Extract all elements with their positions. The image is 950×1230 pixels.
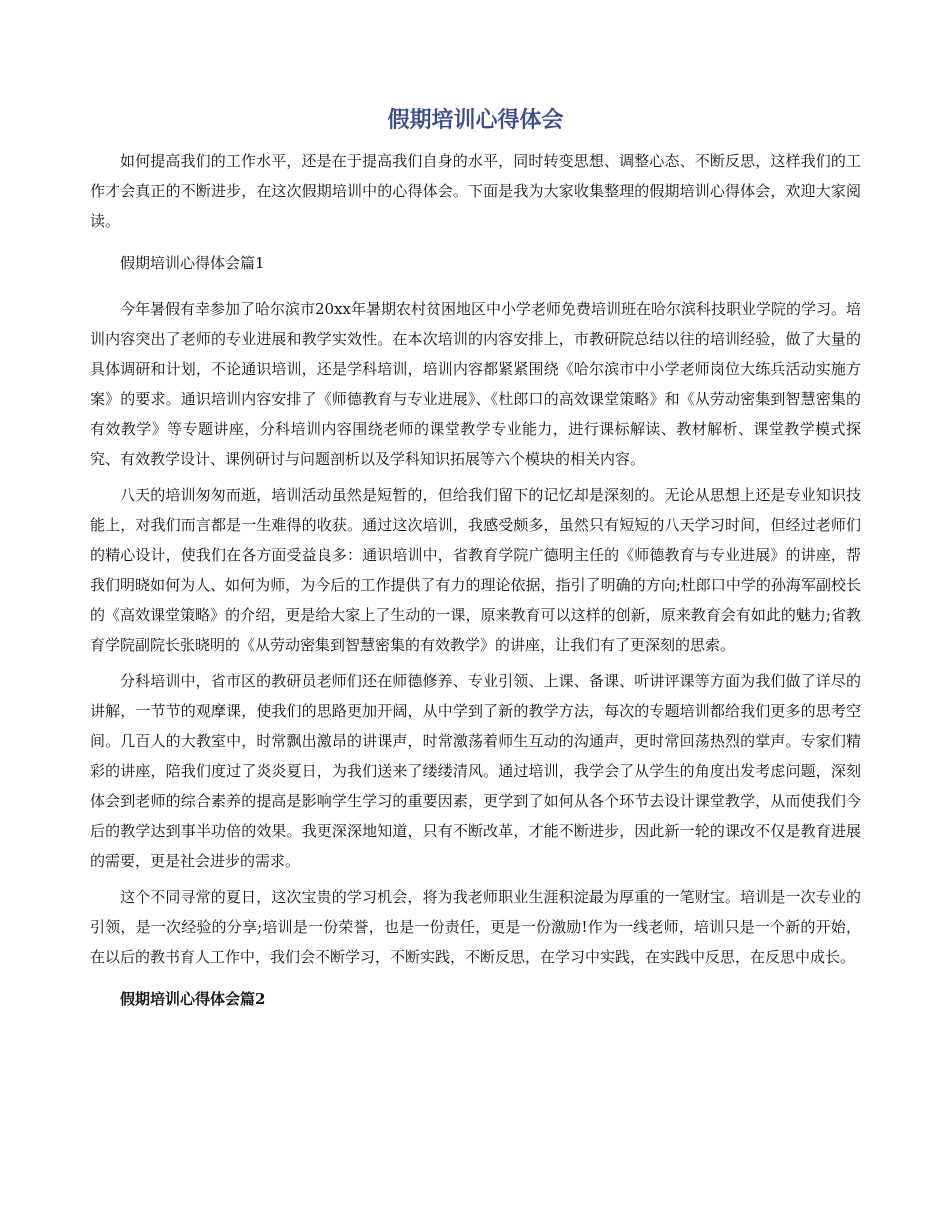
section-1-paragraph-3: 分科培训中，省市区的教研员老师们还在师德修养、专业引领、上课、备课、听讲评课等方面为我们做了详尽的讲解，一节节的观摩课，使我们的思路更加开阔，从中学到了新的教学方法，每次的专题培训都给我们更多的思考空间。几百人的大教室中，时常飘出激昂的讲课声，时常激荡着师生互动的沟通声，更时常回荡热烈的掌声。专家们精彩的讲座，陪我们度过了炎炎夏日，为我们送来了缕缕清风。通过培训，我学会了从学生的角度出发考虑问题，深刻体会到老师的综合素养的提高是影响学生学习的重要因素，更学到了如何从各个环节去设计课堂教学，从而使我们今后的教学达到事半功倍的效果。我更深深地知道，只有不断改革，才能不断进步，因此新一轮的课改不仅是教育进展的需要，更是社会进步的需求。	[90, 672, 861, 870]
document-title: 假期培训心得体会	[387, 107, 564, 133]
section-heading-1: 假期培训心得体会篇1	[120, 254, 265, 272]
section-1-paragraph-2: 八天的培训匆匆而逝，培训活动虽然是短暂的，但给我们留下的记忆却是深刻的。无论从思想上还是专业知识技能上，对我们而言都是一生难得的收获。通过这次培训，我感受颇多，虽然只有短短的八天学习时间，但经过老师们的精心设计，使我们在各方面受益良多：通识培训中，省教育学院广德明主任的《师德教育与专业进展》的讲座，帮我们明晓如何为人、如何为师，为今后的工作提供了有力的理论依据，指引了明确的方向;杜郎口中学的孙海军副校长的《高效课堂策略》的介绍，更是给大家上了生动的一课，原来教育可以这样的创新，原来教育会有如此的魅力;省教育学院副院长张晓明的《从劳动密集到智慧密集的有效教学》的讲座，让我们有了更深刻的思索。	[90, 486, 861, 654]
intro-paragraph: 如何提高我们的工作水平，还是在于提高我们自身的水平，同时转变思想、调整心态、不断反思，这样我们的工作才会真正的不断进步，在这次假期培训中的心得体会。下面是我为大家收集整理的假期培训心得体会，欢迎大家阅读。	[90, 152, 861, 230]
section-1-paragraph-1: 今年暑假有幸参加了哈尔滨市20xx年暑期农村贫困地区中小学老师免费培训班在哈尔滨科技职业学院的学习。培训内容突出了老师的专业进展和教学实效性。在本次培训的内容安排上，市教研院总结以往的培训经验，做了大量的具体调研和计划，不论通识培训，还是学科培训，培训内容都紧紧围绕《哈尔滨市中小学老师岗位大练兵活动实施方案》的要求。通识培训内容安排了《师德教育与专业进展》、《杜郎口的高效课堂策略》和《从劳动密集到智慧密集的有效教学》等专题讲座，分科培训内容围绕老师的课堂教学专业能力，进行课标解读、教材解析、课堂教学模式探究、有效教学设计、课例研讨与问题剖析以及学科知识拓展等六个模块的相关内容。	[90, 300, 862, 468]
section-heading-2: 假期培训心得体会篇2	[120, 990, 266, 1008]
section-1-paragraph-4: 这个不同寻常的夏日，这次宝贵的学习机会，将为我老师职业生涯积淀最为厚重的一笔财宝。培训是一次专业的引领，是一次经验的分享;培训是一份荣誉，也是一份责任，更是一份激励!作为一线老师，培训只是一个新的开始，在以后的教书育人工作中，我们会不断学习，不断实践，不断反思，在学习中实践，在实践中反思，在反思中成长。	[90, 888, 861, 966]
document-page	[90, 98, 861, 1030]
